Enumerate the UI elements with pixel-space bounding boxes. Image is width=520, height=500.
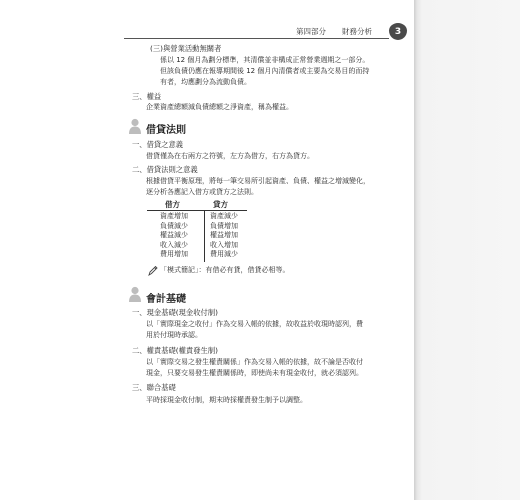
t-account-top-rule [147,210,247,211]
header-rule [124,38,389,39]
credit-header: 貸方 [213,200,228,209]
s2-item2-line2: 現金，只要交易發生權責關係時，即使尚未有現金收付，就必須認列。 [146,369,363,377]
chapter-badge: 3 [389,23,407,40]
section2-title: 會計基礎 [146,294,186,305]
debit-row: 負債減少 [160,221,188,230]
credit-row: 資產減少 [210,212,238,220]
credit-row: 負債增加 [210,221,238,230]
credit-column [210,212,238,260]
debit-row: 收入減少 [160,240,188,249]
section1-title: 借貸法則 [146,125,186,136]
student-icon [128,286,142,302]
t-account-divider [204,210,205,262]
credit-row: 收入增加 [210,240,238,249]
s1-item2-line1: 根據借貸平衡原理，將每一筆交易所引起資產、負債、權益之增減變化， [146,177,370,185]
s1-item1-title: 一、借貸之意義 [132,140,184,149]
pencil-icon [148,265,158,276]
sub3-line1: 係以 12 個月為劃分標準，其清償並非構成正常營業週期之一部分。 [160,56,370,64]
header-part: 第四部分 [296,27,326,36]
sub3-title: (三)與營業活動無關者 [150,44,222,53]
equity-title: 三、權益 [132,92,162,101]
sub3-line3: 有者，均應劃分為流動負債。 [160,78,251,86]
header-topic: 財務分析 [342,27,372,36]
s2-item1-line2: 用於付現時承認。 [146,331,202,339]
s1-item2-line2: 逐分析各應記入借方或貸方之法則。 [146,188,258,196]
s2-item3-title: 三、聯合基礎 [132,383,176,392]
credit-row: 權益增加 [210,231,238,240]
debit-row: 資產增加 [160,212,188,220]
debit-row: 權益減少 [160,231,188,240]
student-icon [128,118,142,134]
equity-desc: 企業資產總額減負債總額之淨資產，稱為權益。 [146,103,293,111]
mnemonic-note: 「模式簡記」：有借必有貸，借貸必相等。 [160,266,290,274]
credit-row: 費用減少 [210,250,238,259]
sub3-line2: 但該負債仍應在報導期間後 12 個月內清償者或主要為交易目的而持 [160,67,370,75]
s2-item3-desc: 平時採現金收付制，期末時採權責發生制予以調整。 [146,396,307,404]
page-edge-shadow [414,0,520,500]
debit-row: 費用增加 [160,250,188,259]
s1-item2-title: 二、借貸法則之意義 [132,165,198,174]
s2-item1-line1: 以「實際現金之收付」作為交易入帳的依據，故收益於收現時認列，費 [146,320,363,328]
debit-column [160,212,188,260]
s2-item1-title: 一、現金基礎(現金收付制) [132,308,218,317]
s2-item2-title: 二、權責基礎(權責發生制) [132,346,218,355]
debit-header: 借方 [165,200,180,209]
s1-item1-desc: 借貸僅為在右兩方之符號，左方為借方，右方為貸方。 [146,152,314,160]
s2-item2-line1: 以「實際交易之發生權責關係」作為交易入帳的依據，故不論是否收付 [146,358,363,366]
